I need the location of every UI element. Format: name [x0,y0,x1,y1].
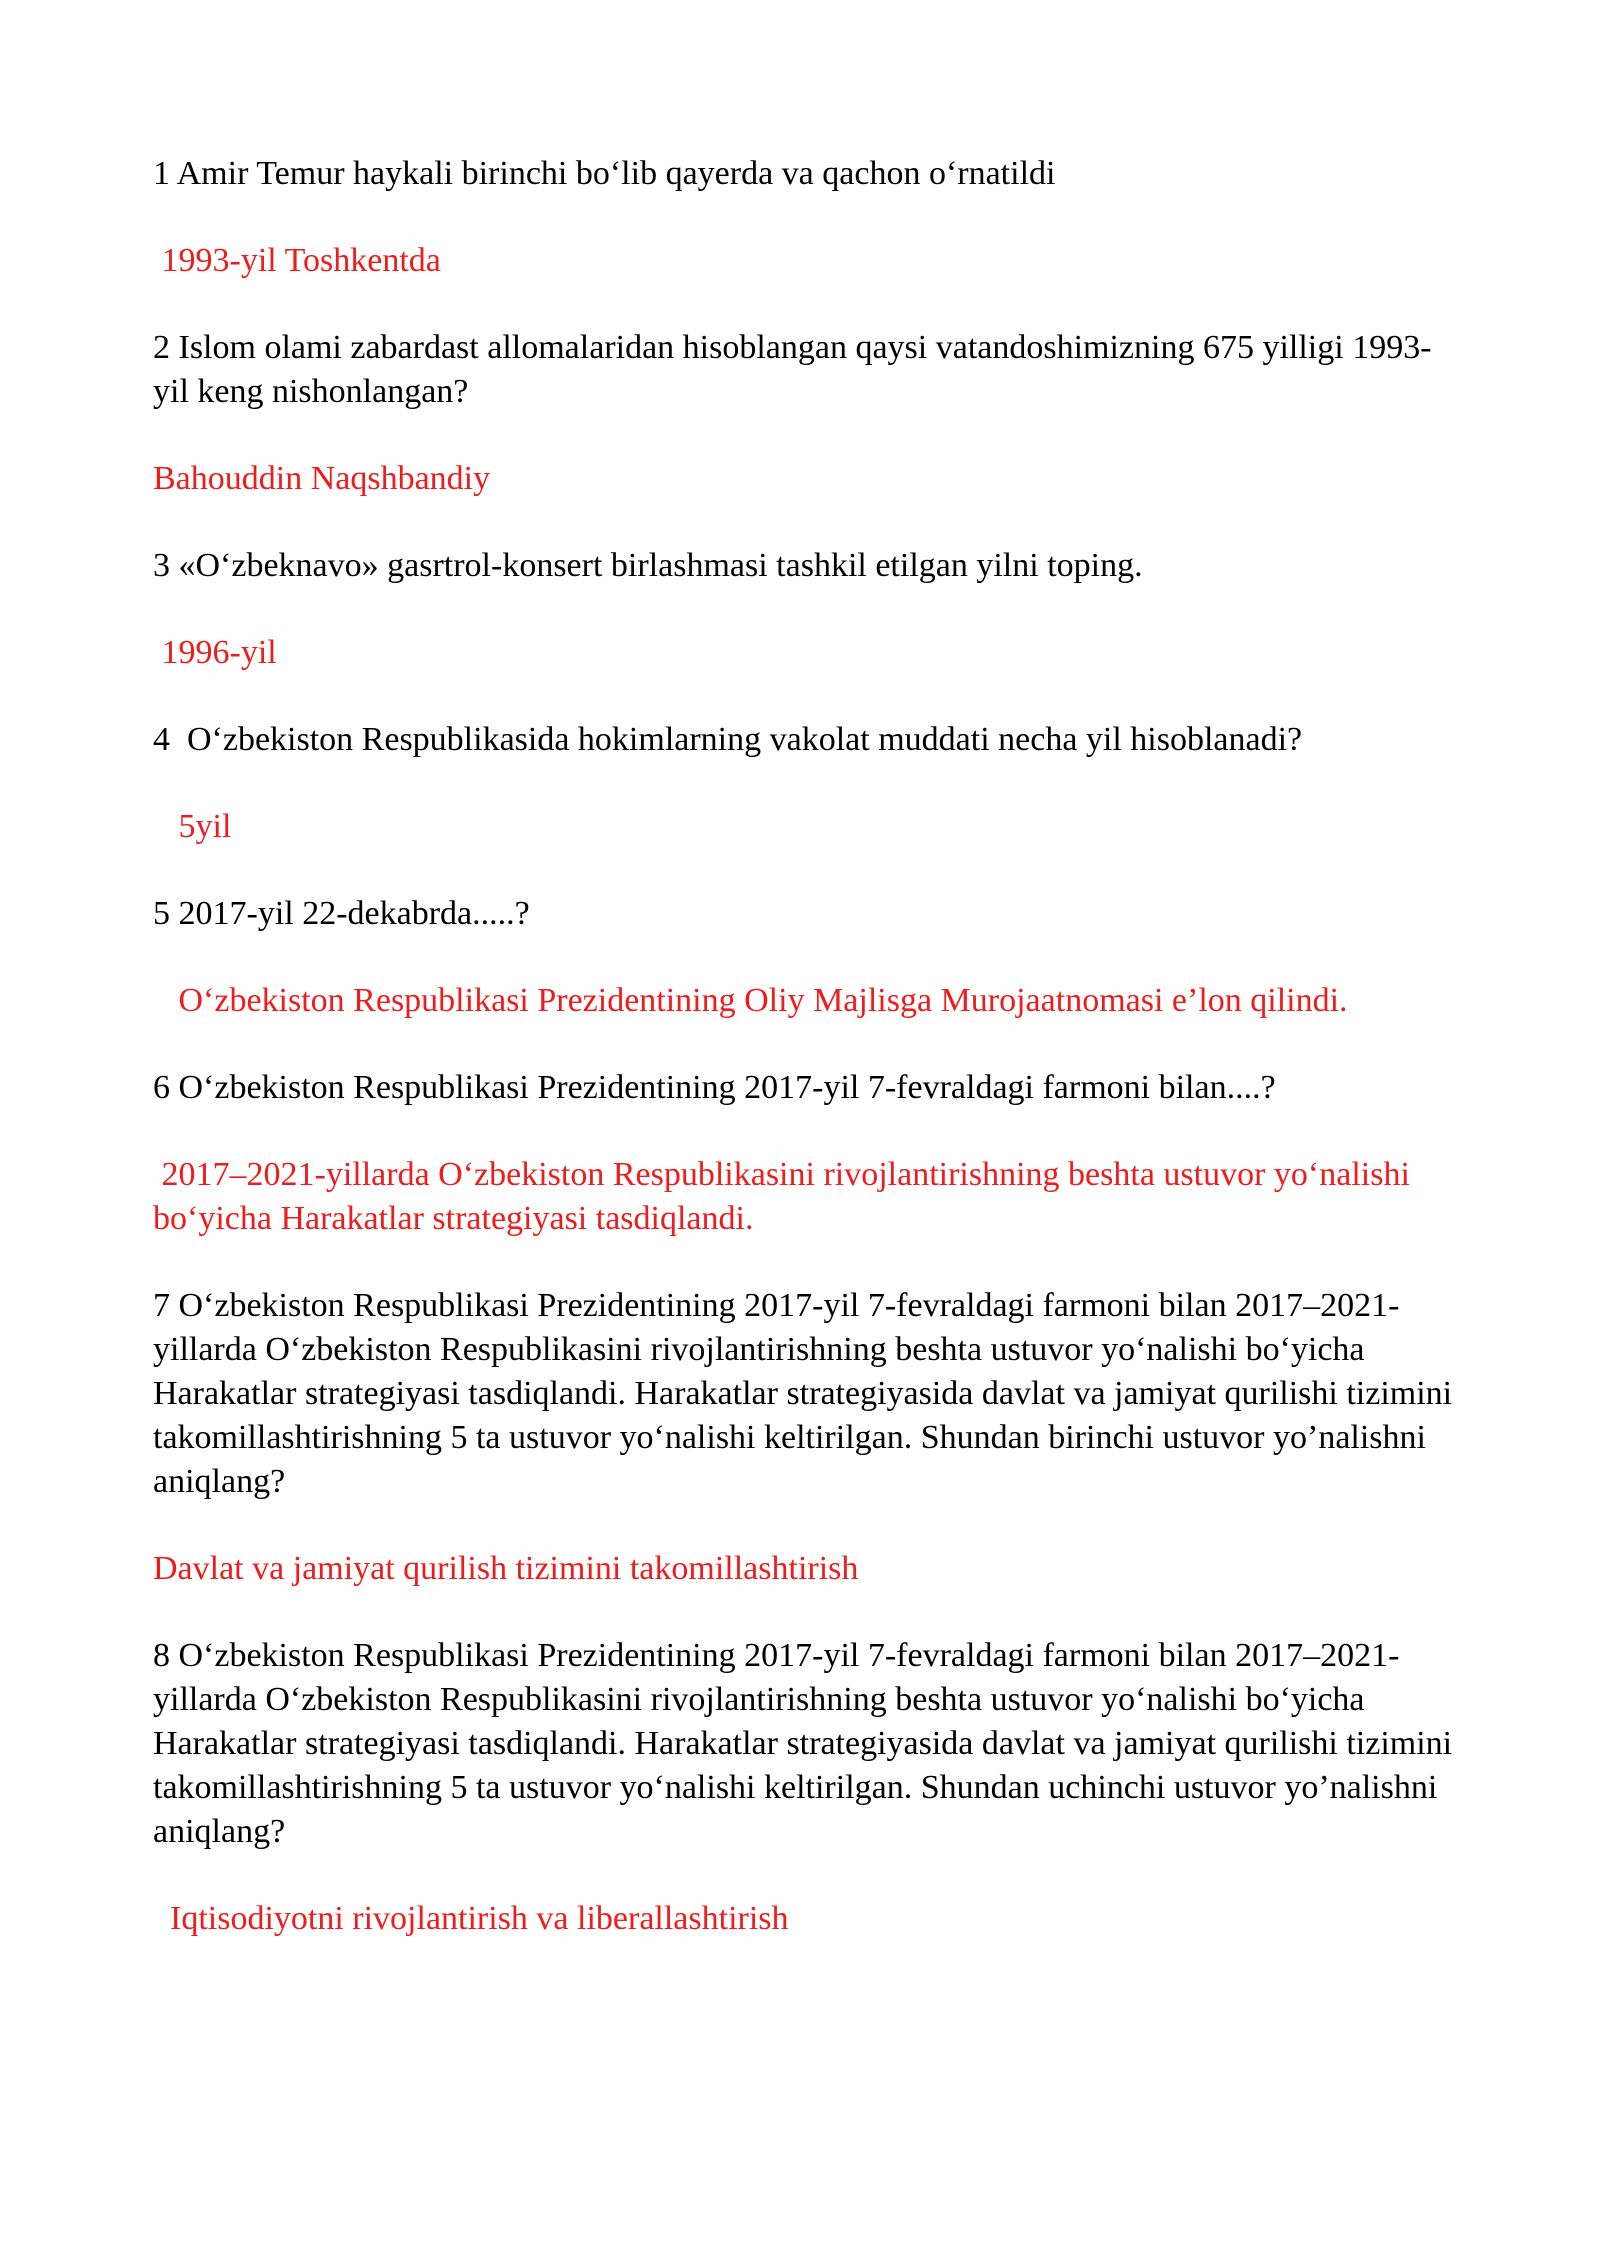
answer-6: 2017–2021-yillarda Oʻzbekiston Respublikasini rivojlantirishning beshta ustuvor yoʻnalishi boʻyicha Harakatlar strategiyasi tasdiqlandi. [153,1156,1419,1237]
question-5: 5 2017-yil 22-dekabrda.....? [153,895,530,932]
answer-4: 5yil [153,808,232,845]
answer-7: Davlat va jamiyat qurilish tizimini takomillashtirish [153,1550,859,1587]
question-1: 1 Amir Temur haykali birinchi boʻlib qayerda va qachon oʻrnatildi [153,155,1056,192]
answer-1: 1993-yil Toshkentda [153,242,441,279]
question-6: 6 Oʻzbekiston Respublikasi Prezidentining 2017-yil 7-fevraldagi farmoni bilan....? [153,1069,1276,1106]
answer-8: Iqtisodiyotni rivojlantirish va liberallashtirish [153,1900,789,1937]
answer-5: Oʻzbekiston Respublikasi Prezidentining Oliy Majlisga Murojaatnomasi e’lon qilindi. [153,982,1348,1019]
question-7: 7 Oʻzbekiston Respublikasi Prezidentining 2017-yil 7-fevraldagi farmoni bilan 2017–2021-yillarda Oʻzbekiston Respublikasini rivojlantirishning beshta ustuvor yoʻnalishi boʻyicha Harakatlar strategiyasi tasdiqlandi. Harakatlar strategiyasida davlat va jamiyat qurilishi tizimini takomillashtirishning 5 ta ustuvor yoʻnalishi keltirilgan. Shundan birinchi ustuvor yo’nalishni aniqlang? [153,1287,1461,1500]
document-body [153,152,1463,1984]
answer-2: Bahouddin Naqshbandiy [153,460,491,497]
question-4: 4 Oʻzbekiston Respublikasida hokimlarning vakolat muddati necha yil hisoblanadi? [153,721,1303,758]
answer-3: 1996-yil [153,634,277,671]
question-3: 3 «Oʻzbeknavo» gasrtrol-konsert birlashmasi tashkil etilgan yilni toping. [153,547,1143,584]
question-2: 2 Islom olami zabardast allomalaridan hisoblangan qaysi vatandoshimizning 675 yilligi 1993-yil keng nishonlangan? [153,329,1432,410]
question-8: 8 Oʻzbekiston Respublikasi Prezidentining 2017-yil 7-fevraldagi farmoni bilan 2017–2021-yillarda Oʻzbekiston Respublikasini rivojlantirishning beshta ustuvor yoʻnalishi boʻyicha Harakatlar strategiyasi tasdiqlandi. Harakatlar strategiyasida davlat va jamiyat qurilishi tizimini takomillashtirishning 5 ta ustuvor yoʻnalishi keltirilgan. Shundan uchinchi ustuvor yo’nalishni aniqlang? [153,1637,1461,1850]
